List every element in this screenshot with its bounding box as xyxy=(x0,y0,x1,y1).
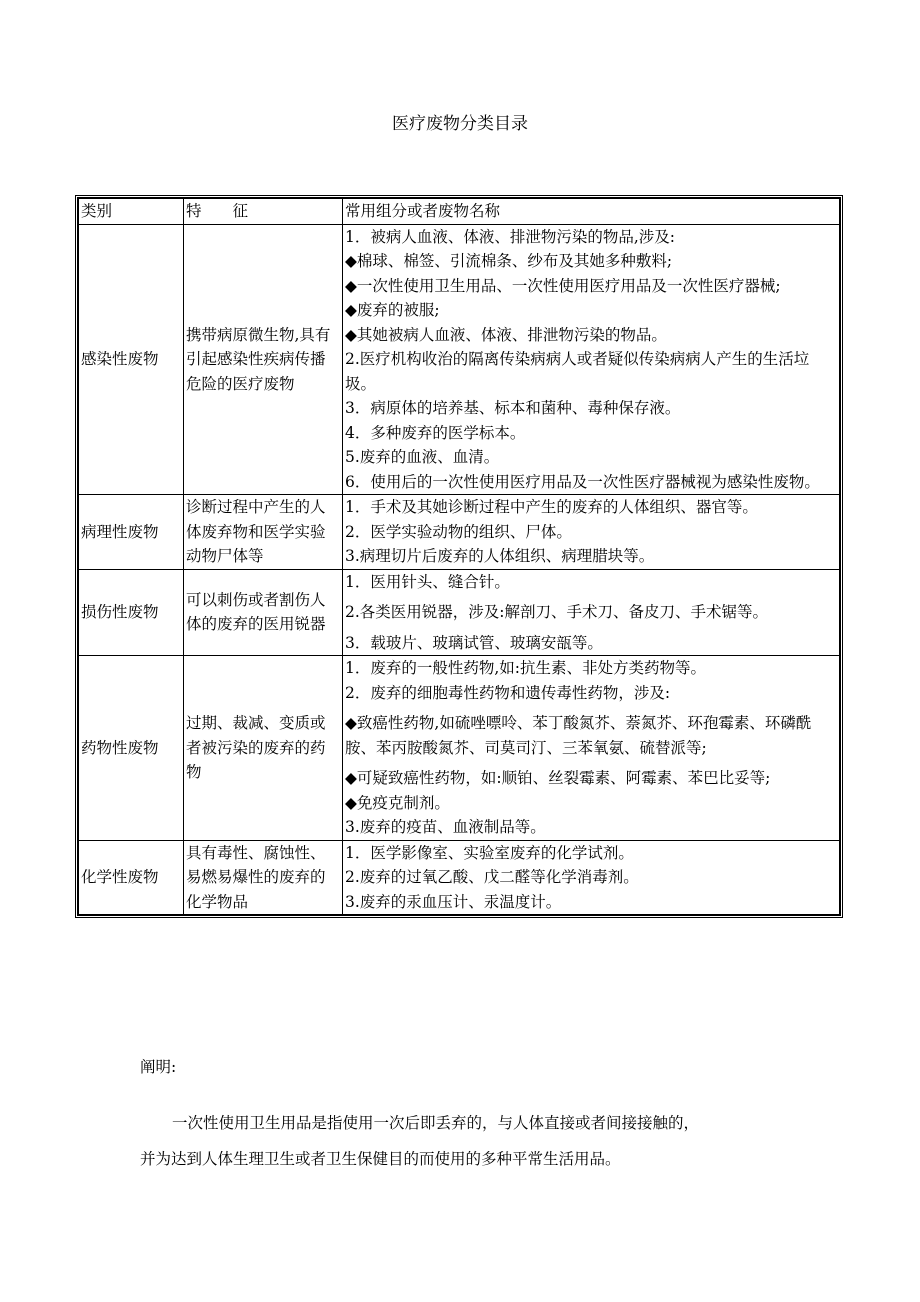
feature-cell: 可以刺伤或者割伤人体的废弃的医用锐器 xyxy=(184,569,343,656)
list-item: 1．医用针头、缝合针。 xyxy=(345,572,510,591)
components-cell xyxy=(343,656,840,841)
page-title: 医疗废物分类目录 xyxy=(392,114,528,134)
components-cell xyxy=(343,569,840,656)
components-cell xyxy=(343,224,840,495)
header-category: 类别 xyxy=(79,199,184,225)
table-row xyxy=(79,569,840,656)
components-cell xyxy=(343,495,840,570)
category-cell: 药物性废物 xyxy=(79,656,184,841)
header-feature: 特 征 xyxy=(184,199,343,225)
note-paragraph xyxy=(140,1105,820,1177)
components-cell xyxy=(343,840,840,915)
list-item: 2．医学实验动物的组织、尸体。 xyxy=(345,522,572,541)
feature-cell: 诊断过程中产生的人体废弃物和医学实验动物尸体等 xyxy=(184,495,343,570)
list-item: 5.废弃的血液、血清。 xyxy=(345,448,500,466)
list-item: ◆棉球、棉签、引流棉条、纱布及其她多种敷料; xyxy=(345,252,673,270)
list-item: 3．病原体的培养基、标本和菌种、毒种保存液。 xyxy=(345,399,681,417)
classification-table xyxy=(78,198,840,915)
category-cell: 感染性废物 xyxy=(79,224,184,495)
list-item: 2．废弃的细胞毒性药物和遗传毒性药物，涉及: xyxy=(345,683,671,702)
list-item: 4．多种废弃的医学标本。 xyxy=(345,423,526,442)
table-row xyxy=(79,224,840,495)
classification-table-frame xyxy=(75,195,843,918)
list-item: ◆一次性使用卫生用品、一次性使用医疗用品及一次性医疗器械; xyxy=(345,276,781,295)
category-cell: 病理性废物 xyxy=(79,495,184,570)
table-row xyxy=(79,840,840,915)
list-item: 3.病理切片后废弃的人体组织、病理腊块等。 xyxy=(345,547,655,565)
list-item: 1．医学影像室、实验室废弃的化学试剂。 xyxy=(345,843,634,862)
table-row xyxy=(79,656,840,841)
list-item: ◆免疫克制剂。 xyxy=(345,793,450,812)
list-item: 1．手术及其她诊断过程中产生的废弃的人体组织、器官等。 xyxy=(345,498,758,516)
table-header-row xyxy=(79,199,840,225)
list-item: 3.废弃的汞血压计、汞温度计。 xyxy=(345,892,562,911)
category-cell: 化学性废物 xyxy=(79,840,184,915)
list-item: 6．使用后的一次性使用医疗用品及一次性医疗器械视为感染性废物。 xyxy=(345,472,820,491)
list-item: 3.废弃的疫苗、血液制品等。 xyxy=(345,818,546,836)
list-item: 2.废弃的过氧乙酸、戊二醛等化学消毒剂。 xyxy=(345,868,639,886)
list-item: 3．载玻片、玻璃试管、玻璃安瓿等。 xyxy=(345,633,603,652)
list-item: 2.医疗机构收治的隔离传染病病人或者疑似传染病病人产生的生活垃圾。 xyxy=(345,350,810,393)
header-components: 常用组分或者废物名称 xyxy=(343,199,840,225)
table-row xyxy=(79,495,840,570)
list-item: 1．废弃的一般性药物,如:抗生素、非处方类药物等。 xyxy=(345,659,707,677)
feature-cell: 携带病原微生物,具有引起感染性疾病传播危险的医疗废物 xyxy=(184,224,343,495)
list-item: 1．被病人血液、体液、排泄物污染的物品,涉及: xyxy=(345,227,676,246)
note-line: 并为达到人体生理卫生或者卫生保健目的而使用的多种平常生活用品。 xyxy=(140,1150,621,1168)
list-item: 2.各类医用锐器，涉及:解剖刀、手术刀、备皮刀、手术锯等。 xyxy=(345,603,769,621)
list-item: ◆致癌性药物,如硫唑嘌呤、苯丁酸氮芥、萘氮芥、环孢霉素、环磷酰胺、苯丙胺酸氮芥、司莫司汀、三苯氧氨、硫替派等; xyxy=(345,714,812,757)
category-cell: 损伤性废物 xyxy=(79,569,184,656)
list-item: ◆废弃的被服; xyxy=(345,301,440,319)
feature-cell: 具有毒性、腐蚀性、易燃易爆性的废弃的化学物品 xyxy=(184,840,343,915)
list-item: ◆其她被病人血液、体液、排泄物污染的物品。 xyxy=(345,325,667,344)
note-label: 阐明: xyxy=(140,1058,177,1076)
list-item: ◆可疑致癌性药物，如:顺铂、丝裂霉素、阿霉素、苯巴比妥等; xyxy=(345,769,771,787)
note-line: 一次性使用卫生用品是指使用一次后即丢弃的，与人体直接或者间接接触的， xyxy=(172,1114,700,1132)
feature-cell: 过期、裁减、变质或者被污染的废弃的药物 xyxy=(184,656,343,841)
